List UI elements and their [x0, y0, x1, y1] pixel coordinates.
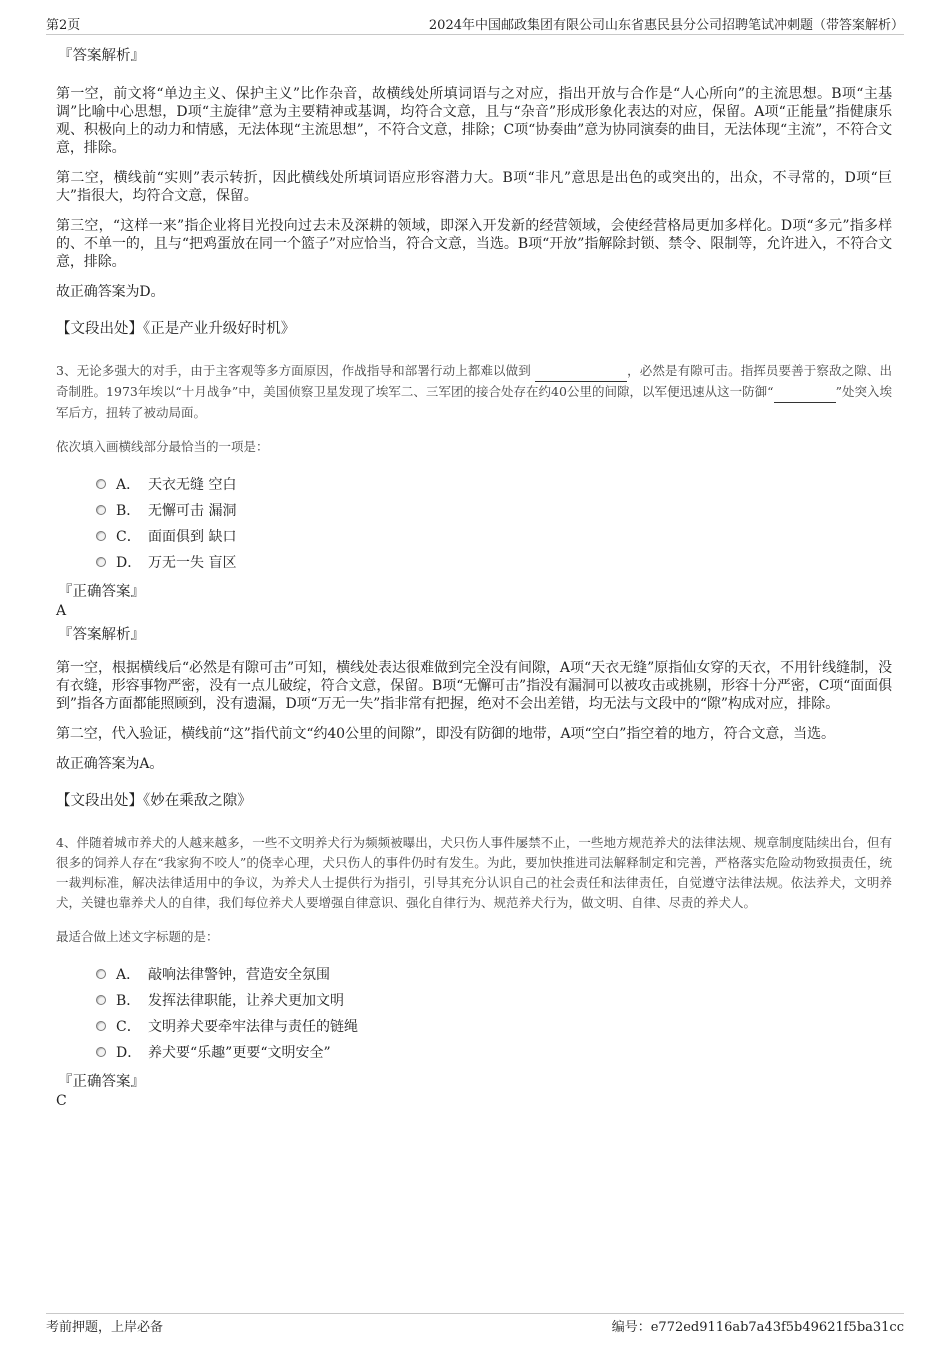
q3-blank-1 [535, 361, 627, 382]
q3-answer: A [56, 603, 67, 619]
q3-conclusion: 故正确答案为A。 [56, 756, 164, 772]
q3-option-c[interactable]: C． 面面俱到 缺口 [96, 523, 892, 549]
q4-option-b[interactable]: B． 发挥法律职能，让养犬更加文明 [96, 987, 892, 1013]
q4-option-c[interactable]: C． 文明养犬要牵牢法律与责任的链绳 [96, 1013, 892, 1039]
q4-instruction: 最适合做上述文字标题的是： [56, 929, 219, 944]
document-title: 2024年中国邮政集团有限公司山东省惠民县分公司招聘笔试冲刺题（带答案解析） [428, 18, 904, 33]
q3-answer-title: 『正确答案』 [58, 584, 145, 600]
q3-analysis-paragraph: 第一空，根据横线后“必然是有隙可击”可知，横线处表达很难做到完全没有间隙，A项“天衣无缝”原指仙女穿的天衣，不用针线缝制，没有衣缝，形容事物严密，没有一点儿破绽，符合文意，保留。B项“无懈可击”指没有漏洞可以被攻击或挑剔，形容十分严密，C项“面面俱到”指各方面都能照顾到，没有遗漏，D项“万无一失”指非常有把握，绝对不会出差错，均无法与文段中的“隙”构成对应，排除。 [56, 660, 892, 712]
radio-icon[interactable] [96, 479, 106, 489]
q2-analysis-title: 『答案解析』 [58, 48, 145, 64]
q3-blank-2 [774, 382, 836, 403]
q2-analysis-paragraph: 第二空，横线前“实则”表示转折，因此横线处所填词语应形容潜力大。B项“非凡”意思是出色的或突出的，出众，不寻常的，D项“巨大”指很大，均符合文意，保留。 [56, 170, 892, 204]
radio-icon[interactable] [96, 969, 106, 979]
q2-analysis-paragraph: 第一空，前文将“单边主义、保护主义”比作杂音，故横线处所填词语与之对应，指出开放与合作是“人心所向”的主流思想。B项“主基调”比喻中心思想，D项“主旋律”意为主要精神或基调，均符合文意，且与“杂音”形成形象化表达的对应，保留。A项“正能量”指健康乐观、积极向上的动力和情感，无法体现“主流思想”，不符合文意，排除；C项“协奏曲”意为协同演奏的曲目，无法体现“主流”，不符合文意，排除。 [56, 86, 892, 156]
radio-icon[interactable] [96, 1047, 106, 1057]
q4-option-d[interactable]: D． 养犬要“乐趣”更要“文明安全” [96, 1039, 892, 1065]
page-header [46, 14, 904, 35]
q3-analysis-title: 『答案解析』 [58, 627, 145, 643]
footer-slogan: 考前押题，上岸必备 [46, 1320, 164, 1335]
radio-icon[interactable] [96, 1021, 106, 1031]
page-number: 第2页 [46, 18, 81, 33]
q2-analysis-paragraph: 第三空，“这样一来”指企业将目光投向过去未及深耕的领域，即深入开发新的经营领域，会使经营格局更加多样化。D项“多元”指多样的、不单一的，且与“把鸡蛋放在同一个篮子”对应恰当，符合文意，当选。B项“开放”指解除封锁、禁令、限制等，允许进入，不符合文意，排除。 [56, 218, 892, 270]
radio-icon[interactable] [96, 557, 106, 567]
q3-options [96, 471, 892, 575]
q4-answer: C [56, 1093, 67, 1109]
radio-icon[interactable] [96, 995, 106, 1005]
q3-option-a[interactable]: A． 天衣无缝 空白 [96, 471, 892, 497]
q2-source: 【文段出处】《正是产业升级好时机》 [56, 321, 296, 337]
q4-options [96, 961, 892, 1065]
page-footer [46, 1313, 904, 1335]
q3-instruction: 依次填入画横线部分最恰当的一项是： [56, 439, 269, 454]
q3-analysis-paragraph: 第二空，代入验证，横线前“这”指代前文“约40公里的间隙”，即没有防御的地带，A项“空白”指空着的地方，符合文意，当选。 [56, 726, 835, 742]
q3-source: 【文段出处】《妙在乘敌之隙》 [56, 793, 252, 809]
page-content [56, 46, 892, 1115]
q2-conclusion: 故正确答案为D。 [56, 284, 165, 300]
q3-option-b[interactable]: B． 无懈可击 漏洞 [96, 497, 892, 523]
q3-question-text: 3、无论多强大的对手，由于主客观等多方面原因，作战指导和部署行动上都难以做到 ，必然是有隙可击。指挥员要善于察敌之隙、出奇制胜。1973年埃以“十月战争”中，美国侦察卫星发现了埃军二、三军团的接合处存在约40公里的间隙，以军便迅速从这一防御“ ”处突入埃军后方，扭转了被动局面。 [56, 363, 892, 420]
radio-icon[interactable] [96, 505, 106, 515]
q4-question-text: 4、伴随着城市养犬的人越来越多，一些不文明养犬行为频频被曝出，犬只伤人事件屡禁不止，一些地方规范养犬的法律法规、规章制度陆续出台，但有很多的饲养人存在“我家狗不咬人”的侥幸心理，犬只伤人的事件仍时有发生。为此，要加快推进司法解释制定和完善，严格落实危险动物致损责任，统一裁判标准，解决法律适用中的争议，为养犬人士提供行为指引，引导其充分认识自己的社会责任和法律责任，自觉遵守法律法规。依法养犬，文明养犬，关键也靠养犬人的自律，我们每位养犬人要增强自律意识、强化自律行为、规范养犬行为，做文明、自律、尽责的养犬人。 [56, 835, 892, 910]
q3-option-d[interactable]: D． 万无一失 盲区 [96, 549, 892, 575]
radio-icon[interactable] [96, 531, 106, 541]
q4-option-a[interactable]: A． 敲响法律警钟，营造安全氛围 [96, 961, 892, 987]
document-id: 编号：e772ed9116ab7a43f5b49621f5ba31cc [611, 1320, 904, 1335]
q4-answer-title: 『正确答案』 [58, 1074, 145, 1090]
